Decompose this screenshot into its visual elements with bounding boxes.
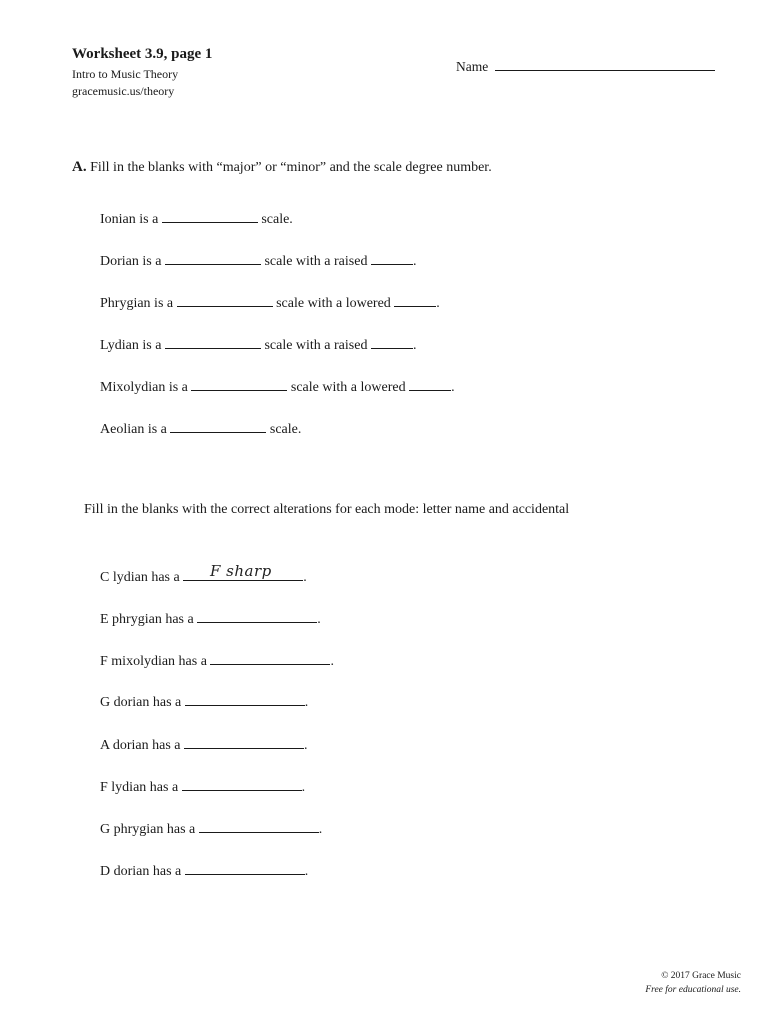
question-text: . bbox=[451, 380, 455, 395]
question-text: . bbox=[330, 654, 334, 669]
mode-question bbox=[100, 335, 416, 354]
degree-blank[interactable] bbox=[409, 377, 451, 391]
answer-blank[interactable] bbox=[177, 293, 273, 307]
answer-blank[interactable] bbox=[170, 419, 266, 433]
question-text: scale. bbox=[269, 422, 302, 437]
question-text: . bbox=[303, 570, 307, 585]
worksheet-title: Worksheet 3.9, page 1 bbox=[72, 46, 213, 62]
alteration-question bbox=[100, 692, 308, 711]
question-text: Lydian is a bbox=[100, 338, 162, 353]
question-text: . bbox=[412, 254, 417, 269]
question-text: scale. bbox=[261, 212, 293, 227]
question-text: . bbox=[304, 695, 309, 710]
mode-question bbox=[100, 293, 440, 312]
mode-question bbox=[100, 377, 455, 396]
copyright: © 2017 Grace Music bbox=[661, 971, 741, 981]
answer-blank[interactable] bbox=[199, 819, 319, 833]
section-b-instructions: Fill in the blanks with the correct alterations for each mode: letter name and accidental bbox=[84, 502, 570, 517]
answer-blank[interactable] bbox=[191, 377, 287, 391]
question-text: scale with a raised bbox=[264, 338, 368, 353]
answer-blank[interactable] bbox=[162, 209, 258, 223]
question-text: . bbox=[301, 780, 306, 795]
question-text: C lydian has a bbox=[100, 570, 180, 585]
question-text: Dorian is a bbox=[100, 254, 162, 269]
alteration-question bbox=[100, 819, 322, 838]
question-text: G phrygian has a bbox=[100, 822, 196, 837]
question-text: . bbox=[412, 338, 417, 353]
name-field[interactable] bbox=[456, 57, 715, 75]
question-text: D dorian has a bbox=[100, 864, 182, 879]
question-text: F mixolydian has a bbox=[100, 654, 207, 669]
alteration-question bbox=[100, 609, 321, 628]
alteration-question bbox=[100, 567, 307, 586]
course-name: Intro to Music Theory bbox=[72, 67, 179, 81]
question-text: . bbox=[303, 738, 308, 753]
question-text: F lydian has a bbox=[100, 780, 179, 795]
answer-blank[interactable] bbox=[210, 651, 330, 665]
question-text: Mixolydian is a bbox=[100, 380, 188, 395]
question-text: Aeolian is a bbox=[100, 422, 167, 437]
question-text: . bbox=[304, 864, 309, 879]
question-text: . bbox=[318, 822, 323, 837]
question-text: scale with a lowered bbox=[290, 380, 406, 395]
degree-blank[interactable] bbox=[371, 335, 413, 349]
mode-question bbox=[100, 419, 301, 438]
answer-blank[interactable] bbox=[165, 335, 261, 349]
question-text: G dorian has a bbox=[100, 695, 182, 710]
section-a-heading bbox=[72, 159, 492, 176]
mode-question bbox=[100, 209, 293, 228]
question-text: . bbox=[317, 612, 321, 627]
degree-blank[interactable] bbox=[371, 251, 413, 265]
mode-question bbox=[100, 251, 416, 270]
question-text: E phrygian has a bbox=[100, 612, 194, 627]
course-url: gracemusic.us/theory bbox=[72, 84, 175, 98]
question-text: scale with a raised bbox=[264, 254, 368, 269]
question-text: Phrygian is a bbox=[100, 296, 174, 311]
license-note: Free for educational use. bbox=[645, 985, 741, 995]
question-text: . bbox=[436, 296, 440, 311]
alteration-question bbox=[100, 777, 305, 796]
name-blank[interactable] bbox=[495, 57, 715, 71]
answer-blank[interactable] bbox=[185, 692, 305, 706]
answer-blank[interactable] bbox=[197, 609, 317, 623]
answer-blank[interactable] bbox=[185, 861, 305, 875]
answer-blank[interactable] bbox=[182, 777, 302, 791]
section-a-instructions: Fill in the blanks with “major” or “minor” and the scale degree number. bbox=[90, 160, 492, 175]
question-text: scale with a lowered bbox=[276, 296, 391, 311]
answer-blank[interactable] bbox=[184, 735, 304, 749]
alteration-question bbox=[100, 651, 334, 670]
handwritten-answer: F sharp bbox=[210, 562, 272, 580]
degree-blank[interactable] bbox=[394, 293, 436, 307]
question-text: Ionian is a bbox=[100, 212, 159, 227]
alteration-question bbox=[100, 735, 307, 754]
question-text: A dorian has a bbox=[100, 738, 181, 753]
answer-blank[interactable] bbox=[165, 251, 261, 265]
section-a-label: A. bbox=[72, 159, 87, 175]
alteration-question bbox=[100, 861, 308, 880]
name-label: Name bbox=[456, 59, 489, 74]
